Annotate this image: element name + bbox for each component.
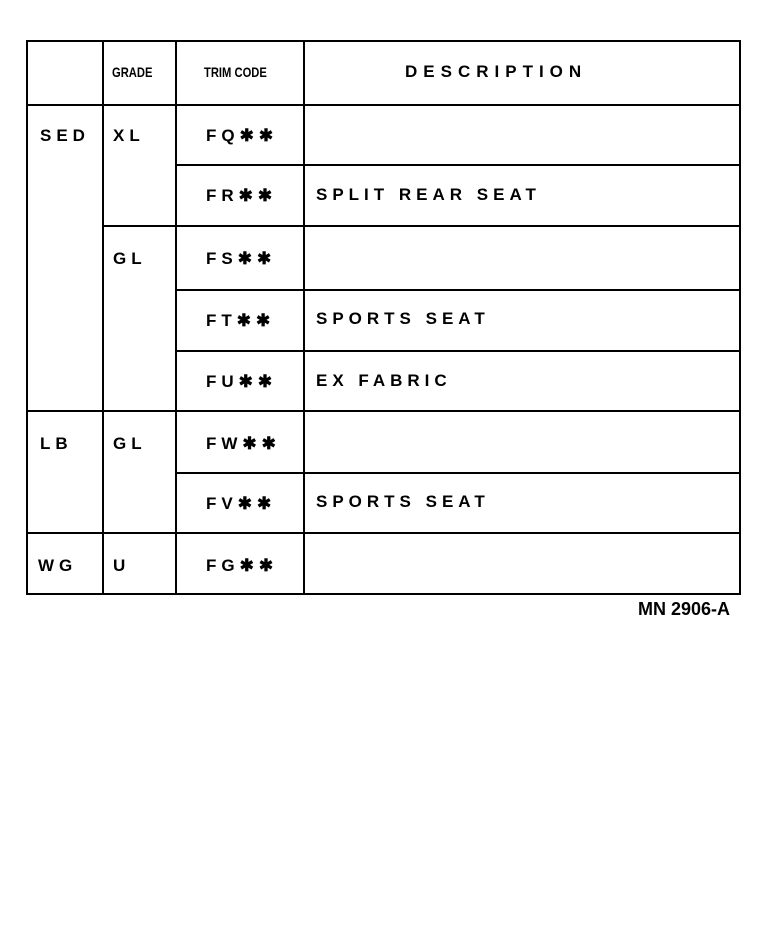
header-trim-code: TRIM CODE xyxy=(204,64,267,80)
grade-cell: XL xyxy=(113,126,145,145)
trim-code-cell: FG✱✱ xyxy=(206,556,279,575)
description-cell: SPORTS SEAT xyxy=(316,309,490,328)
grade-cell: GL xyxy=(113,249,147,268)
divider xyxy=(303,42,305,593)
divider xyxy=(28,410,739,412)
divider xyxy=(102,42,104,593)
divider xyxy=(28,532,739,534)
header-grade: GRADE xyxy=(112,64,153,80)
divider xyxy=(176,472,739,474)
divider xyxy=(175,42,177,593)
body-cell: WG xyxy=(38,556,78,575)
description-cell: SPLIT REAR SEAT xyxy=(316,185,541,204)
trim-code-cell: FV✱✱ xyxy=(206,494,277,513)
description-cell: EX FABRIC xyxy=(316,371,452,390)
trim-code-cell: FR✱✱ xyxy=(206,186,278,205)
trim-code-cell: FT✱✱ xyxy=(206,311,276,330)
body-cell: LB xyxy=(40,434,73,453)
divider xyxy=(28,104,739,106)
divider xyxy=(176,164,739,166)
grade-cell: U xyxy=(113,556,131,575)
trim-code-cell: FQ✱✱ xyxy=(206,126,279,145)
grade-cell: GL xyxy=(113,434,147,453)
divider xyxy=(176,289,739,291)
trim-code-cell: FU✱✱ xyxy=(206,372,278,391)
divider xyxy=(103,225,739,227)
figure-reference: MN 2906-A xyxy=(638,599,731,619)
trim-code-cell: FW✱✱ xyxy=(206,434,281,453)
description-cell: SPORTS SEAT xyxy=(316,492,490,511)
divider xyxy=(176,350,739,352)
header-description: DESCRIPTION xyxy=(405,62,588,81)
trim-code-cell: FS✱✱ xyxy=(206,249,277,268)
trim-code-table xyxy=(26,40,741,595)
body-cell: SED xyxy=(40,126,90,145)
